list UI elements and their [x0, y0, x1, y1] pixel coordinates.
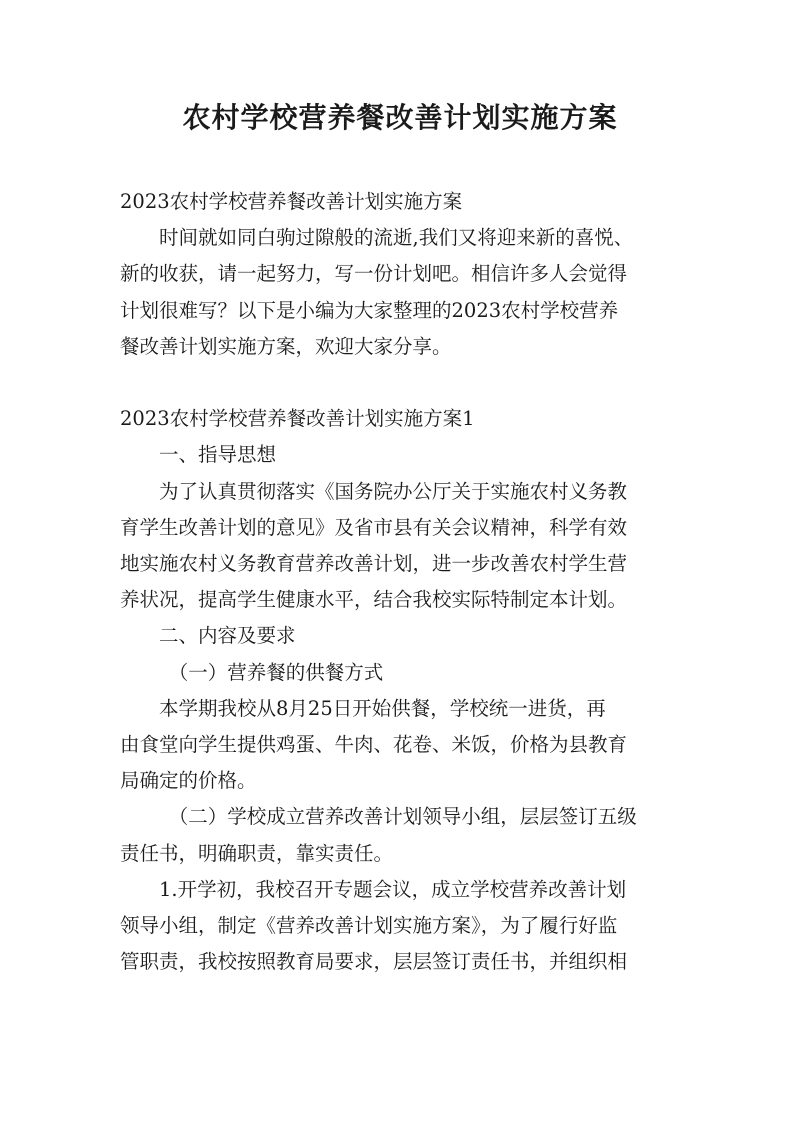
meal-method-paragraph: [120, 691, 690, 800]
section-title-line: 2023农村学校营养餐改善计划实施方案1: [120, 407, 475, 431]
guiding-thought-paragraph: [120, 474, 690, 619]
paragraph-line: 领导小组，制定《营养改善计划实施方案》，为了履行好监: [120, 914, 618, 938]
paragraph-line: 育学生改善计划的意见》及省市县有关会议精神，科学有效: [120, 515, 628, 539]
intro-line: 计划很难写？以下是小编为大家整理的2023农村学校营养: [120, 298, 619, 322]
paragraph-line: 本学期我校从8月25日开始供餐，学校统一进货，再: [159, 696, 606, 720]
paragraph-line: 由食堂向学生提供鸡蛋、牛肉、花卷、米饭，价格为县教育: [120, 733, 628, 757]
paragraph-line: 管职责，我校按照教育局要求，层层签订责任书，并组织相: [120, 950, 628, 974]
blank-line: [120, 365, 690, 401]
intro-line: 餐改善计划实施方案，欢迎大家分享。: [120, 334, 452, 358]
heading-guiding-thought: [120, 437, 690, 473]
paragraph-line: （二）学校成立营养改善计划领导小组，层层签订五级: [168, 805, 637, 829]
heading-content-requirements: [120, 618, 690, 654]
document-title: 农村学校营养餐改善计划实施方案: [182, 101, 618, 134]
intro-line: 时间就如同白驹过隙般的流逝,我们又将迎来新的喜悦、: [159, 226, 634, 250]
heading-line: 一、指导思想: [159, 443, 277, 467]
subtitle-line: 2023农村学校营养餐改善计划实施方案: [120, 190, 463, 213]
leadership-group-paragraph: [120, 799, 690, 871]
sub-heading-line: （一）营养餐的供餐方式: [168, 660, 384, 684]
heading-line: 二、内容及要求: [159, 624, 296, 648]
document-body: [120, 184, 690, 980]
paragraph-line: 1.开学初，我校召开专题会议，成立学校营养改善计划: [159, 877, 627, 901]
sub-heading-meal-method: [120, 655, 690, 691]
paragraph-line: 地实施农村义务教育营养改善计划，进一步改善农村学生营: [120, 552, 628, 576]
intro-paragraph: [120, 220, 690, 365]
document-subtitle: [120, 184, 690, 220]
intro-line: 新的收获，请一起努力，写一份计划吧。相信许多人会觉得: [120, 262, 628, 286]
section-title: [120, 401, 690, 437]
paragraph-line: 养状况，提高学生健康水平，结合我校实际特制定本计划。: [120, 588, 628, 612]
paragraph-line: 责任书，明确职责，靠实责任。: [120, 841, 394, 865]
paragraph-line: 为了认真贯彻落实《国务院办公厅关于实施农村义务教: [159, 479, 628, 503]
paragraph-line: 局确定的价格。: [120, 769, 257, 793]
item-1-paragraph: [120, 872, 690, 981]
